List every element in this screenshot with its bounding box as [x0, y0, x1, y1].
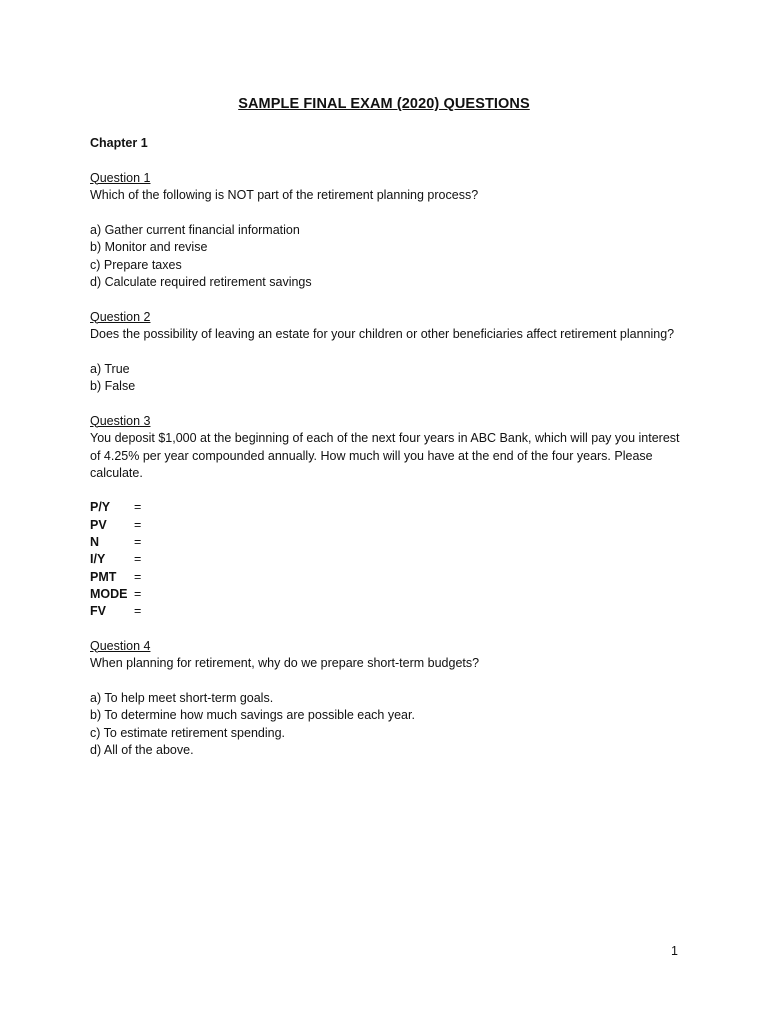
answer-option: c) To estimate retirement spending.	[90, 725, 286, 740]
calc-key: FV	[90, 604, 106, 619]
calc-equals: =	[134, 569, 142, 584]
question-text: Does the possibility of leaving an estate for your children or other beneficiaries affect retirement planning?	[90, 327, 675, 341]
answer-option: d) Calculate required retirement savings	[90, 275, 312, 289]
answer-options	[90, 690, 690, 760]
calc-row	[90, 500, 690, 517]
page-number: 1	[671, 944, 678, 958]
question-text: Which of the following is NOT part of the retirement planning process?	[90, 188, 479, 202]
question-heading: Question 3	[90, 413, 151, 428]
question-2	[90, 309, 690, 396]
answer-option: d) All of the above.	[90, 743, 194, 758]
calc-equals: =	[134, 604, 142, 619]
calc-row	[90, 569, 690, 586]
calc-equals: =	[134, 500, 142, 515]
calc-equals: =	[134, 535, 142, 549]
calc-key: PV	[90, 517, 107, 532]
calc-row	[90, 534, 690, 551]
answer-option: a) Gather current financial information	[90, 222, 300, 237]
answer-options	[90, 222, 690, 292]
answer-option: a) To help meet short-term goals.	[90, 690, 274, 705]
calc-key: I/Y	[90, 552, 106, 567]
document-body	[90, 135, 690, 777]
calc-equals: =	[134, 517, 142, 532]
calculator-inputs-table	[90, 500, 690, 621]
question-text: You deposit $1,000 at the beginning of each of the next four years in ABC Bank, which will pay you interest of 4.25% per year compounded annually. How much will you have at the end of the four years. Please calculate.	[90, 431, 680, 480]
calc-key: MODE	[90, 586, 128, 601]
calc-row	[90, 551, 690, 568]
chapter-heading: Chapter 1	[90, 136, 148, 150]
calc-row	[90, 517, 690, 534]
calc-row	[90, 586, 690, 603]
question-4	[90, 638, 690, 760]
page-title: SAMPLE FINAL EXAM (2020) QUESTIONS	[238, 96, 530, 112]
calc-key: N	[90, 535, 100, 549]
answer-option: b) False	[90, 379, 136, 393]
answer-options	[90, 361, 690, 396]
answer-option: c) Prepare taxes	[90, 257, 182, 272]
calc-row	[90, 603, 690, 620]
question-text: When planning for retirement, why do we prepare short-term budgets?	[90, 656, 480, 671]
answer-option: b) To determine how much savings are possible each year.	[90, 708, 415, 723]
answer-option: a) True	[90, 361, 130, 376]
question-heading: Question 2	[90, 309, 151, 324]
question-heading: Question 1	[90, 170, 151, 185]
question-3	[90, 413, 690, 621]
calc-key: PMT	[90, 569, 117, 584]
question-heading: Question 4	[90, 638, 151, 653]
question-1	[90, 170, 690, 292]
calc-equals: =	[134, 586, 142, 601]
calc-equals: =	[134, 552, 142, 567]
answer-option: b) Monitor and revise	[90, 240, 208, 254]
calc-key: P/Y	[90, 500, 111, 515]
